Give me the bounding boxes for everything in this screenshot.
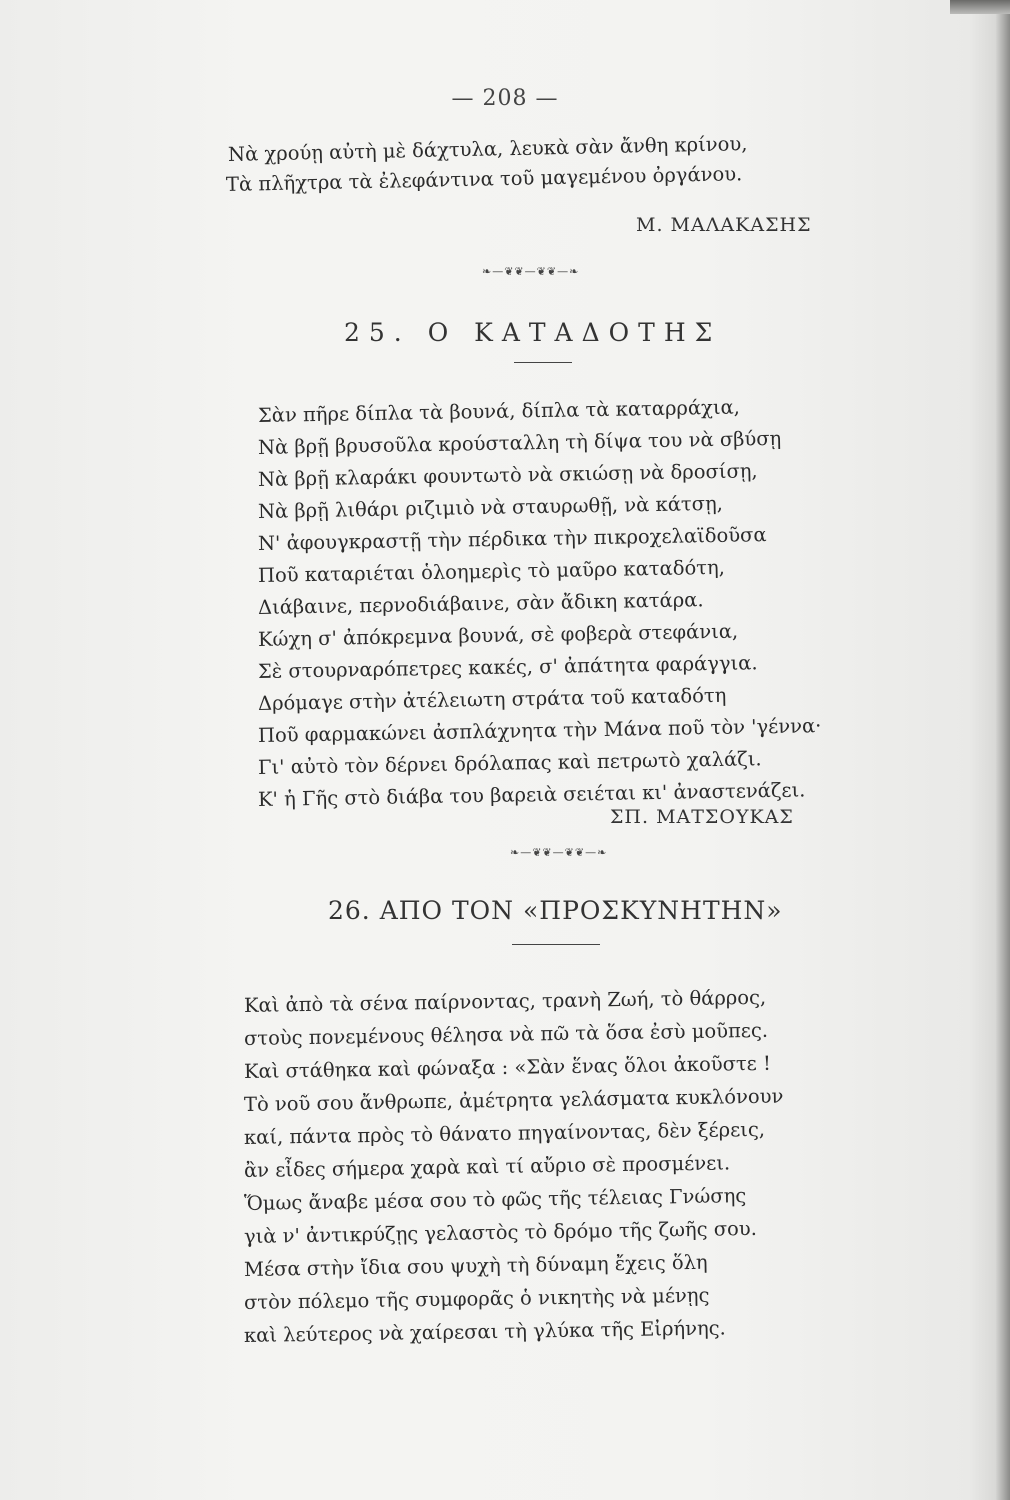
poem-line: Ποῦ φαρμακώνει ἀσπλάχνητα τὴν Μάνα ποῦ τὸν 'γέννα·	[257, 714, 822, 747]
poem-line: Κώχη σ' ἀπόκρεμνα βουνά, σὲ φοβερὰ στεφάνια,	[257, 619, 739, 651]
poem-line: Καὶ στάθηκα καὶ φώναξα : «Σὰν ἕνας ὅλοι ἀκοῦστε !	[243, 1051, 772, 1083]
poem-line: Καὶ ἀπὸ τὰ σένα παίρνοντας, τρανὴ Ζωή, τὸ θάρρος,	[243, 985, 767, 1017]
ornament-divider: ❧—❦❦—❦❦—❧	[510, 846, 608, 859]
ornament-divider: ❧—❦❦—❦❦—❧	[482, 265, 580, 278]
poem-line: Διάβαινε, περνοδιάβαινε, σὰν ἄδικη κατάρα.	[257, 588, 704, 619]
poem-line: καὶ λεύτερος νὰ χαίρεσαι τὴ γλύκα τῆς Εἰρήνης.	[243, 1316, 726, 1347]
poem-line: Μέσα στὴν ἴδια σου ψυχὴ τὴ δύναμη ἔχεις ὅλη	[243, 1250, 708, 1281]
poem-25-title: 25. Ο ΚΑΤΑΔΟΤΗΣ	[344, 318, 722, 347]
poem-line: καί, πάντα πρὸς τὸ θάνατο πηγαίνοντας, δὲν ξέρεις,	[243, 1117, 766, 1149]
poem-line: Σὰν πῆρε δίπλα τὰ βουνά, δίπλα τὰ καταρράχια,	[257, 395, 741, 427]
page-edge-shadow	[996, 0, 1010, 1500]
poem-26-title: 26. ΑΠΟ ΤΟΝ «ΠΡΟΣΚΥΝΗΤΗΝ»	[328, 896, 783, 925]
poem-line: Ν' ἀφουγκραστῇ τὴν πέρδικα τὴν πικροχελαϊδοῦσα	[257, 523, 767, 555]
poem-line: Νὰ βρῇ βρυσοῦλα κρούσταλλη τὴ δίψα του νὰ σβύσῃ	[257, 426, 782, 459]
signature-matsoukas: ΣΠ. ΜΑΤΣΟΥΚΑΣ	[610, 806, 794, 828]
poem-line: Νὰ χρούῃ αὐτὴ μὲ δάχτυλα, λευκὰ σὰν ἄνθη κρίνου,	[227, 132, 748, 166]
page-number: — 208 —	[451, 86, 559, 111]
signature-malakasis: Μ. ΜΑΛΑΚΑΣΗΣ	[636, 214, 812, 236]
poem-line: Σὲ στουρναρόπετρες κακές, σ' ἀπάτητα φαράγγια.	[257, 651, 758, 683]
poem-line: Νὰ βρῇ λιθάρι ριζιμιὸ νὰ σταυρωθῇ, νὰ κάτσῃ,	[257, 491, 724, 523]
poem-line: Τὸ νοῦ σου ἄνθρωπε, ἀμέτρητα γελάσματα κυκλόνουν	[243, 1084, 784, 1116]
poem-line: Δρόμαγε στὴν ἀτέλειωτη στράτα τοῦ καταδότη	[257, 683, 727, 715]
poem-line: στὸν πόλεμο τῆς συμφορᾶς ὁ νικητὴς νὰ μένῃς	[243, 1283, 710, 1314]
poem-line: Νὰ βρῇ κλαράκι φουντωτὸ νὰ σκιώσῃ νὰ δροσίσῃ,	[257, 459, 758, 491]
poem-line: Ποῦ καταριέται ὁλοημερὶς τὸ μαῦρο καταδότη,	[257, 555, 726, 587]
poem-line: γιὰ ν' ἀντικρύζῃς γελαστὸς τὸ δρόμο τῆς ζωῆς σου.	[243, 1216, 758, 1248]
poem-line: Γι' αὐτὸ τὸν δέρνει δρόλαπας καὶ πετρωτὸ χαλάζι.	[257, 747, 762, 779]
page-corner-shadow	[950, 0, 1010, 14]
poem-line: Τὰ πλῆχτρα τὰ ἐλεφάντινα τοῦ μαγεμένου ὀργάνου.	[225, 162, 743, 196]
title-rule	[512, 944, 600, 945]
poem-line: Κ' ἡ Γῆς στὸ διάβα του βαρειὰ σειέται κι' ἀναστενάζει.	[257, 778, 806, 811]
poem-line: Ὅμως ἄναβε μέσα σου τὸ φῶς τῆς τέλειας Γνώσης	[243, 1184, 747, 1215]
title-rule	[514, 362, 572, 363]
poem-line: στοὺς πονεμένους θέλησα νὰ πῶ τὰ ὅσα ἐσὺ μοῦπες.	[243, 1018, 769, 1050]
poem-line: ἂν εἶδες σήμερα χαρὰ καὶ τί αὔριο σὲ προσμένει.	[243, 1151, 731, 1182]
